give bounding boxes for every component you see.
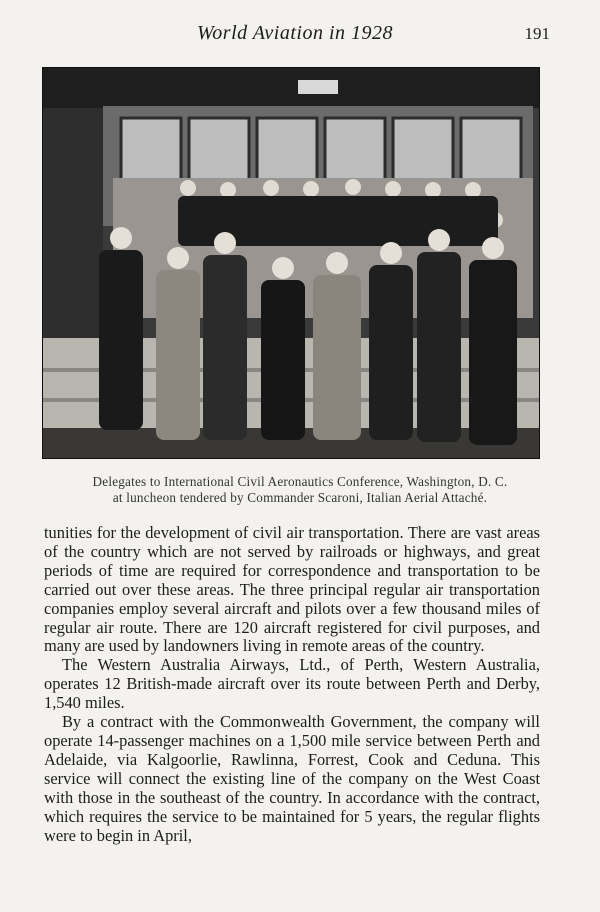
paragraph: By a contract with the Commonwealth Government, the company will operate 14-passenger machines on a 1,500 mile service between Perth and Adelaide, via Kalgoorlie, Rawlinna, Forrest, Cook and Ceduna. This service will connect the existing line of the company on the West Coast with those in the southeast of the country. In accordance with the contract, which requires the service to be maintained for 5 years, the regular flights were to begin in April, bbox=[44, 712, 540, 845]
photograph-image bbox=[43, 68, 539, 458]
paragraph: tunities for the development of civil air transportation. There are vast areas of the country which are not served by railroads or highways, and great periods of time are required for correspondence and transportation to be carried out over these areas. The three principal regular air transportation companies employ several aircraft and pilots over a few thousand miles of regular air route. There are 120 aircraft registered for civil purposes, and many are used by landowners living in remote areas of the country. bbox=[44, 523, 540, 656]
figure-caption bbox=[40, 474, 560, 506]
group-photograph bbox=[42, 67, 540, 459]
paragraph: The Western Australia Airways, Ltd., of Perth, Western Australia, operates 12 British-made aircraft over its route between Perth and Derby, 1,540 miles. bbox=[44, 655, 540, 713]
caption-line: Delegates to International Civil Aeronautics Conference, Washington, D. C. bbox=[92, 474, 508, 489]
body-text bbox=[44, 524, 540, 845]
page-number: 191 bbox=[524, 24, 550, 43]
caption-line: at luncheon tendered by Commander Scaroni, Italian Aerial Attaché. bbox=[112, 490, 488, 505]
running-title: World Aviation in 1928 bbox=[196, 22, 394, 44]
page-header bbox=[40, 22, 550, 52]
